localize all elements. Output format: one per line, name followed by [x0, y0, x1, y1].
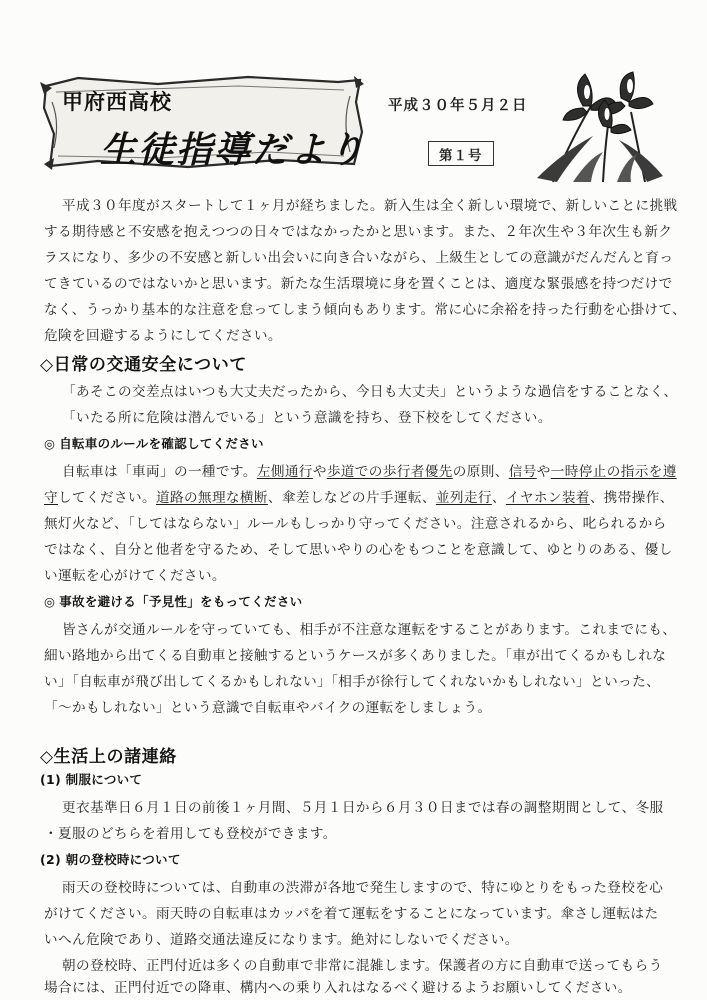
- morning-subheading: (2) 朝の登校時について: [40, 852, 181, 867]
- intro-line-3: ラスになり、多少の不安感と新しい出会いに向き合いながら、上級生としての意識がだんだんと育っ: [44, 250, 674, 266]
- bicycle-rules-line-5: い運転を心がけてください。: [44, 568, 226, 584]
- traffic-lead-line-1: 「あそこの交差点はいつも大丈夫だったから、今日も大丈夫」というような過信をすることなく、: [62, 384, 678, 400]
- rules-text: 、: [491, 490, 506, 506]
- morning-line-5: 場合には、正門付近での降車、構内への乗り入れはなるべく避けるようお願いしてください。: [44, 980, 632, 996]
- issue-date: 平成３０年５月２日: [388, 98, 528, 114]
- rules-text: 自転車は「車両」の一種です。: [62, 464, 257, 480]
- rules-text: や: [312, 464, 327, 480]
- traffic-lead-line-2: 「いたる所に危険は潜んでいる」という意識を持ち、登下校をしてください。: [62, 410, 552, 426]
- rules-text: の原則、: [452, 464, 509, 480]
- rules-text: や: [536, 464, 551, 480]
- prediction-line-1: 皆さんが交通ルールを守っていても、相手が不注意な運転をすることがあります。これまでにも、: [62, 622, 677, 638]
- prediction-title: 事故を避ける「予見性」をもってください: [59, 594, 303, 609]
- newsletter-title: 生徒指導だより: [100, 130, 367, 171]
- intro-line-6: 危険を回避するようにしてください。: [44, 328, 282, 344]
- rules-underlined-text: 信号: [508, 464, 537, 480]
- uniform-subheading: (1) 制服について: [40, 772, 143, 787]
- bicycle-rules-line-1: [62, 460, 677, 480]
- intro-line-1: 平成３０年度がスタートして１ヶ月が経ちました。新入生は全く新しい環境で、新しいことに挑戦: [62, 198, 678, 214]
- rules-text: してください。: [58, 490, 156, 506]
- life-notices-heading: ◇生活上の諸連絡: [40, 747, 177, 767]
- morning-line-3: いへん危険であり、道路交通法違反になります。絶対にしないでください。: [44, 932, 519, 948]
- uniform-line-2: ・夏服のどちらを着用しても登校ができます。: [44, 826, 337, 842]
- rules-underlined-text: 道路の無理な横断: [155, 490, 268, 506]
- prediction-subheading: [44, 592, 302, 610]
- school-name: 甲府西高校: [62, 90, 172, 114]
- rules-text: 、傘差しなどの片手運転、: [267, 490, 436, 506]
- intro-line-5: なく、うっかり基本的な注意を怠ってしまう傾向もあります。常に心に余裕を持った行動を心掛けて、: [44, 302, 687, 318]
- bicycle-rules-title: 自転車のルールを確認してください: [59, 436, 264, 451]
- double-circle-icon: ◎: [44, 594, 56, 609]
- rules-underlined-text: 一時停止の指示を遵: [550, 464, 677, 480]
- issue-number: 第１号: [428, 141, 494, 166]
- iris-flower-icon: [533, 66, 673, 184]
- uniform-line-1: 更衣基準日６月１日の前後１ヶ月間、５月１日から６月３０日までは春の調整期間として、冬服: [62, 800, 664, 816]
- intro-line-2: する期待感と不安感を抱えつつの日々ではなかったかと思います。また、２年次生や３年次生も新ク: [44, 224, 673, 240]
- prediction-line-3: い」「自転車が飛び出してくるかもしれない」「相手が徐行してくれないかもしれない」といった、: [44, 674, 661, 690]
- bicycle-rules-line-4: ではなく、自分と他者を守るため、そして思いやりの心をもつことを意識して、ゆとりのある、優し: [44, 542, 673, 558]
- traffic-safety-heading: ◇日常の交通安全について: [40, 355, 247, 375]
- rules-underlined-text: 左側通行: [256, 464, 313, 480]
- rules-underlined-text: 歩道での歩行者優先: [326, 464, 453, 480]
- rules-underlined-text: イヤホン装着: [505, 490, 590, 506]
- rules-underlined-text: 守: [44, 490, 58, 506]
- morning-line-2: がけてください。雨天時の自転車はカッパを着て運転をすることになっています。傘さし運転はた: [44, 906, 659, 922]
- bicycle-rules-subheading: [44, 434, 264, 452]
- prediction-line-4: 「～かもしれない」という意識で自転車やバイクの運転をしましょう。: [44, 700, 492, 716]
- rules-text: 、携帯操作、: [589, 490, 674, 506]
- double-circle-icon: ◎: [44, 436, 56, 451]
- prediction-line-2: 細い路地から出てくる自動車と接触するというケースが多くありました。「車が出てくるかもしれな: [44, 648, 667, 664]
- bicycle-rules-line-2: [44, 486, 674, 506]
- rules-underlined-text: 並列走行: [435, 490, 492, 506]
- morning-line-4: 朝の登校時、正門付近は多くの自動車で非常に混雑します。保護者の方に自動車で送ってもらう: [62, 958, 663, 974]
- morning-line-1: 雨天の登校時については、自動車の渋滞が各地で発生しますので、特にゆとりをもった登校を心: [62, 880, 664, 896]
- intro-line-4: てきているのではないかと思います。新たな生活環境に身を置くことは、適度な緊張感を持つだけで: [44, 276, 673, 292]
- bicycle-rules-line-3: 無灯火など、「してはならない」ルールもしっかり守ってください。注意されるから、叱られるから: [44, 516, 667, 532]
